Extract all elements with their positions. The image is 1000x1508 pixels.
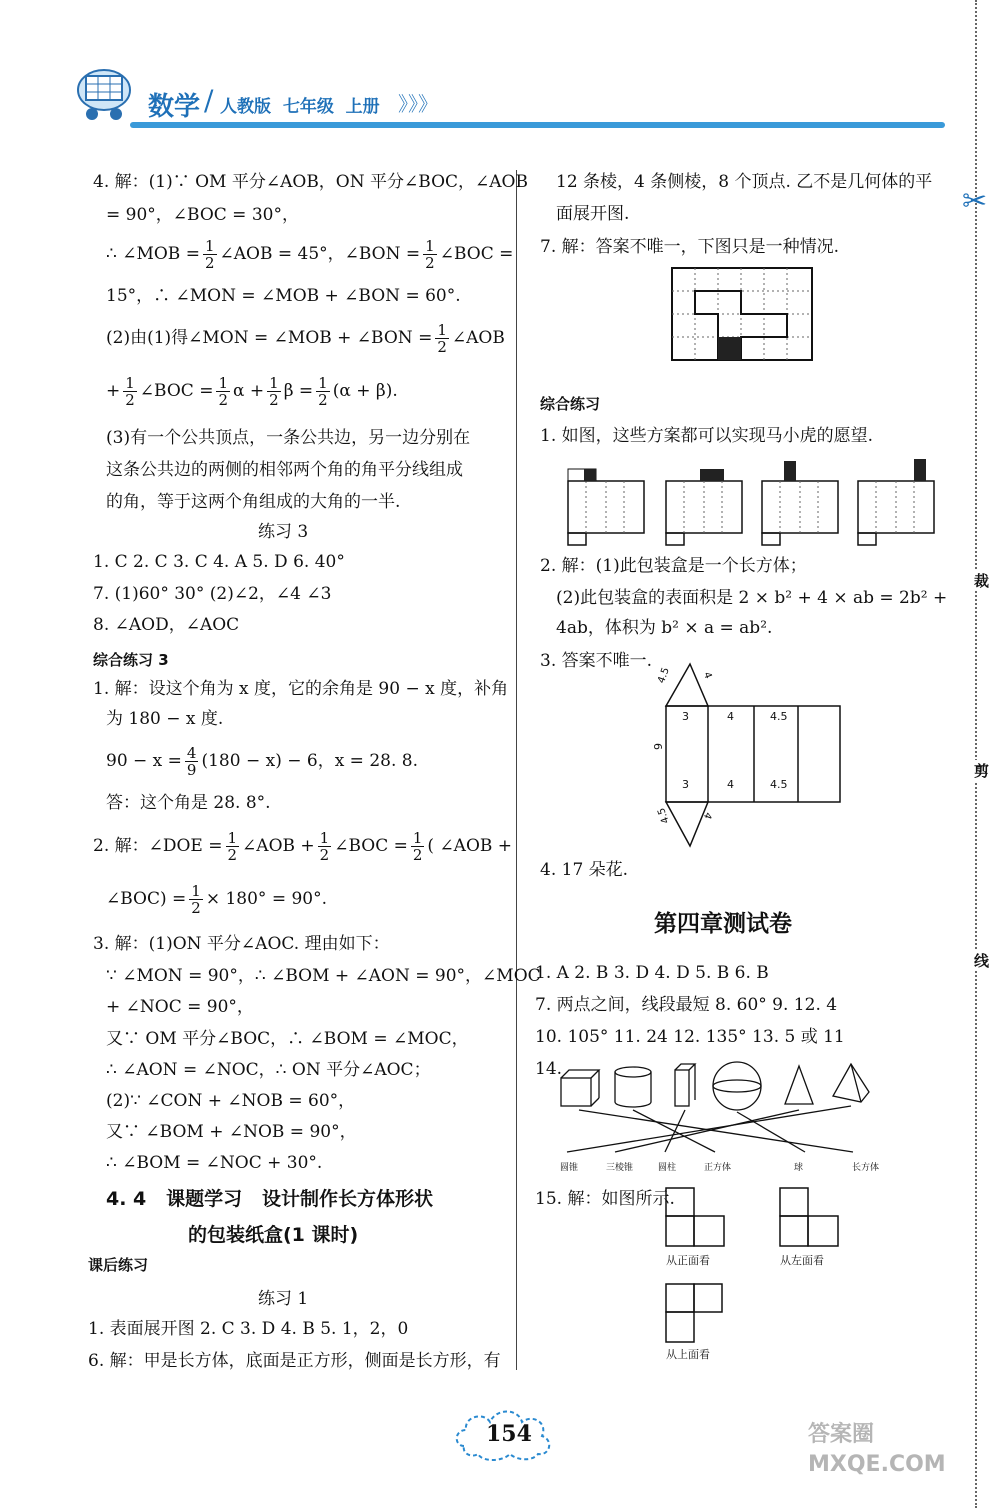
comp-q2-line3: 4ab，体积为 b² × a = ab². — [556, 618, 773, 638]
comp3-q3-line1: 3. 解：(1)ON 平分∠AOC. 理由如下： — [93, 934, 390, 954]
header-slash: / — [204, 84, 214, 117]
test-line3: 10. 105° 11. 24 12. 135° 13. 5 或 11 — [535, 1027, 845, 1047]
solid-label-cube: 正方体 — [704, 1163, 732, 1173]
solid-label-sphere: 球 — [794, 1163, 804, 1173]
cut-label-xian: 线 — [974, 952, 990, 970]
ex1-line1: 1. 表面展开图 2. C 3. D 4. B 5. 1，2，0 — [88, 1319, 409, 1339]
q4-frac-line3: + $\frac{1}{2}$ ∠BOC = $\frac{1}{2}$ α + $\frac{1}{2}$ β = $\frac{1}{2}$ (α + β). — [106, 374, 398, 409]
view-label-top: 从上面看 — [666, 1348, 710, 1361]
comp-q4: 4. 17 朵花. — [540, 860, 629, 880]
solids-matching-figure — [555, 1060, 885, 1158]
net-label-side-6: 6 — [651, 743, 664, 750]
comp-q3: 3. 答案不唯一. — [540, 651, 653, 671]
section-4-4-subtitle: 的包装纸盒(1 课时) — [188, 1224, 359, 1246]
cut-label-cai: 裁 — [974, 572, 990, 590]
top-view-figure — [664, 1282, 728, 1346]
header-subject: 数学 — [148, 92, 201, 122]
solid-label-cuboid: 长方体 — [852, 1163, 880, 1173]
column-divider — [516, 170, 517, 1370]
q14-label: 14. — [535, 1059, 563, 1079]
comp3-eq: 90 − x = $\frac{4}{9}$ (180 − x) − 6，x = 28. 8. — [106, 744, 418, 779]
q4-frac-line2: (2)由(1)得∠MON = ∠MOB + ∠BON = $\frac{1}{2}$ ∠AOB — [106, 321, 505, 356]
net-label-bottom-4: 4 — [727, 778, 734, 791]
ex1-title: 练习 1 — [258, 1289, 309, 1309]
comp3-q3-line8: ∴ ∠BOM = ∠NOC + 30°. — [106, 1153, 323, 1173]
solid-label-cylinder: 圆柱 — [658, 1163, 677, 1173]
comp3-q3-line4: 又∵ OM 平分∠BOC，∴ ∠BOM = ∠MOC， — [106, 1029, 469, 1049]
comp-title: 综合练习 — [540, 395, 601, 413]
header-edition: 人教版 七年级 上册 — [220, 97, 380, 117]
mascot-icon — [72, 58, 134, 124]
ex1-line2: 6. 解：甲是长方体，底面是正方形，侧面是长方形，有 — [88, 1351, 501, 1371]
net-label-top-4-5: 4.5 — [770, 710, 788, 723]
q7-grid-figure — [672, 268, 812, 360]
net-label-tri-bottom-4: 4 — [700, 810, 714, 821]
comp3-q2b: ∠BOC) = $\frac{1}{2}$ × 180° = 90°. — [106, 882, 328, 917]
comp-q2-line1: 2. 解：(1)此包装盒是一个长方体； — [540, 556, 807, 576]
solid-label-triangular-pyramid: 三棱锥 — [606, 1163, 634, 1173]
net-figure — [650, 660, 850, 850]
scissors-icon: ✂ — [962, 184, 988, 219]
header-bar — [130, 122, 945, 128]
q4-line2: = 90°，∠BOC = 30°， — [106, 205, 299, 225]
ex3-line3: 8. ∠AOD，∠AOC — [93, 615, 240, 635]
test-line2: 7. 两点之间，线段最短 8. 60° 9. 12. 4 — [535, 995, 838, 1015]
comp3-q3-line7: 又∵ ∠BOM + ∠NOB = 90°， — [106, 1122, 357, 1142]
net-label-tri-top-4-5: 4.5 — [656, 666, 672, 685]
comp3-q3-line3: + ∠NOC = 90°， — [106, 997, 254, 1017]
ex3-line1: 1. C 2. C 3. C 4. A 5. D 6. 40° — [93, 552, 345, 572]
cut-label-jian: 剪 — [974, 762, 990, 780]
q15-text: 15. 解：如图所示. — [535, 1189, 675, 1209]
comp3-q3-line6: (2)∵ ∠CON + ∠NOB = 60°， — [106, 1091, 356, 1111]
q4-line1: 4. 解：(1)∵ OM 平分∠AOB，ON 平分∠BOC，∠AOB — [93, 172, 528, 192]
q4-line6: 的角，等于这两个角组成的大角的一半. — [106, 492, 401, 512]
chapter-4-test-title: 第四章测试卷 — [654, 911, 792, 937]
cut-line — [975, 0, 977, 1508]
view-label-left: 从左面看 — [780, 1254, 824, 1267]
left-view-figure — [778, 1186, 842, 1250]
comp-q1: 1. 如图，这些方案都可以实现马小虎的愿望. — [540, 426, 874, 446]
page-number: 154 — [486, 1421, 532, 1447]
header-arrows: 》》》 — [398, 92, 438, 116]
q4-line5: 这条公共边的两侧的相邻两个角的角平分线组成 — [106, 460, 463, 480]
ex3-line2: 7. (1)60° 30° (2)∠2，∠4 ∠3 — [93, 584, 332, 604]
comp3-q3-line5: ∴ ∠AON = ∠NOC，∴ ON 平分∠AOC； — [106, 1060, 431, 1080]
comp3-title: 综合练习 3 — [93, 651, 169, 669]
q7-text: 7. 解：答案不唯一，下图只是一种情况. — [540, 237, 840, 257]
net-label-tri-top-4: 4 — [700, 670, 714, 681]
front-view-figure — [664, 1186, 728, 1250]
comp3-q3-line2: ∵ ∠MON = 90°，∴ ∠BOM + ∠AON = 90°，∠MOC — [106, 966, 541, 986]
net-label-bottom-3: 3 — [682, 778, 689, 791]
q4-frac-line1: ∴ ∠MOB = $\frac{1}{2}$ ∠AOB = 45°，∠BON = $\frac{1}{2}$ ∠BOC = — [106, 237, 514, 272]
after-class-title: 课后练习 — [88, 1256, 149, 1274]
section-4-4-title: 4. 4 课题学习 设计制作长方体形状 — [106, 1188, 433, 1210]
view-label-front: 从正面看 — [666, 1254, 710, 1267]
q4-line4: (3)有一个公共顶点，一条公共边，另一边分别在 — [106, 428, 471, 448]
box-nets-figure — [566, 457, 946, 549]
ex3-title: 练习 3 — [258, 522, 309, 542]
net-label-bottom-4-5: 4.5 — [770, 778, 788, 791]
comp3-q1-line1: 1. 解：设这个角为 x 度，它的余角是 90 − x 度，补角 — [93, 679, 509, 699]
right-cont-line2: 面展开图. — [556, 204, 630, 224]
comp3-q2: 2. 解：∠DOE = $\frac{1}{2}$ ∠AOB + $\frac{1}{2}$ ∠BOC = $\frac{1}{2}$ ( ∠AOB + — [93, 829, 513, 864]
right-cont-line1: 12 条棱，4 条侧棱，8 个顶点. 乙不是几何体的平 — [556, 172, 933, 192]
net-label-tri-bottom-4-5: 4.5 — [656, 806, 672, 825]
comp3-answer: 答：这个角是 28. 8°. — [106, 793, 271, 813]
solid-label-cone: 圆锥 — [560, 1163, 579, 1173]
watermark: 答案圈 MXQE.COM — [808, 1422, 946, 1477]
q4-line3: 15°，∴ ∠MON = ∠MOB + ∠BON = 60°. — [106, 286, 461, 306]
comp-q2-line2: (2)此包装盒的表面积是 2 × b² + 4 × ab = 2b² + — [556, 588, 948, 608]
comp3-q1-line2: 为 180 − x 度. — [106, 709, 224, 729]
net-label-top-4: 4 — [727, 710, 734, 723]
net-label-top-3: 3 — [682, 710, 689, 723]
test-line1: 1. A 2. B 3. D 4. D 5. B 6. B — [535, 963, 769, 983]
